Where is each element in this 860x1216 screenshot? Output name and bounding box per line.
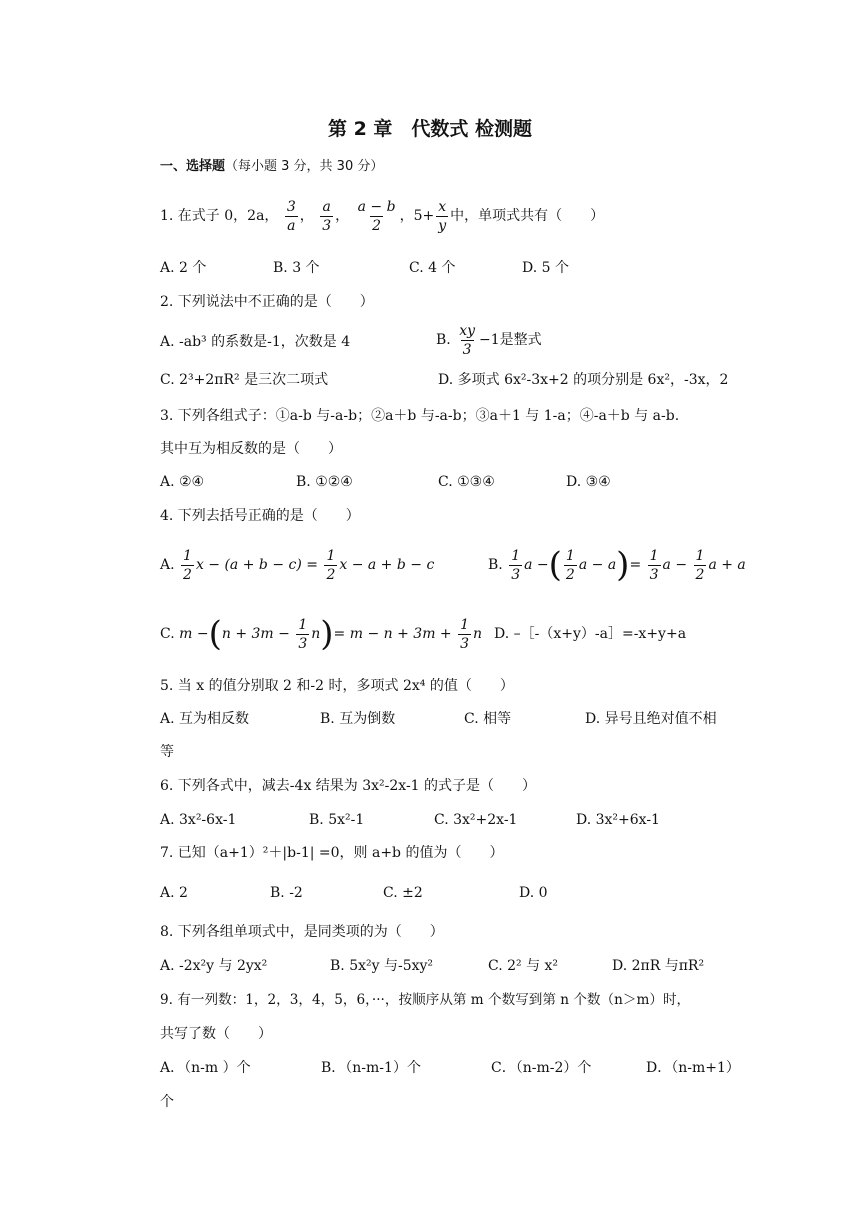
q7-option-b: B. -2 (270, 885, 303, 901)
den: 3 (322, 217, 332, 234)
num: 1 (460, 616, 470, 633)
q4-b-expr: a − a (578, 557, 617, 573)
question-5-stem: 5. 当 x 的值分别取 2 和-2 时，多项式 2x⁴ 的值（ ） (160, 678, 514, 694)
q8-option-c: C. 2² 与 x² (488, 958, 559, 974)
num: a − b (357, 198, 396, 215)
q1-fraction-a-minus-b-over-2 (356, 198, 398, 235)
q4-option-a (160, 543, 434, 587)
q5-option-b: B. 互为倒数 (320, 711, 396, 727)
q4-option-d: D. –［-（x+y）-a］=-x+y+a (494, 626, 687, 642)
den: 3 (462, 341, 472, 358)
den: 2 (695, 566, 705, 583)
question-1-stem: 1. 在式子 0，2a， $\frac{3}{a}$ ， $\frac{a}{3}$ ， $\frac{a - b}{2}$ ，5+ $\frac{x}{y}$ 中，单项式共有（ ） (160, 198, 605, 234)
q5-option-a: A. 互为相反数 (160, 711, 250, 727)
den: 2 (372, 217, 382, 234)
q5-option-c: C. 相等 (464, 711, 512, 727)
q4-a-expr-right: x − a + b − c (339, 557, 435, 573)
q2-option-b (436, 320, 542, 360)
q4-c-expr: n (473, 626, 483, 642)
q9-option-c: C．（n-m-2）个 (491, 1060, 592, 1076)
den: 3 (511, 566, 521, 583)
q6-option-b: B. 5x²-1 (309, 812, 365, 828)
q4-b-expr: a − (524, 557, 549, 573)
q4-option-a-label: A. (160, 557, 175, 573)
q2-option-b-label: B. (436, 332, 451, 348)
q2-option-d: D. 多项式 6x²-3x+2 的项分别是 6x²，-3x，2 (438, 372, 729, 388)
question-2-options-ab (160, 320, 760, 364)
section-note: （每小题 3 分，共 30 分） (225, 159, 384, 174)
question-9-stem-cont: 共写了数（ ） (160, 1026, 272, 1042)
q8-option-b: B. 5x²y 与-5xy² (330, 958, 434, 974)
q1-prefix: 1. 在式子 0，2a， (160, 208, 279, 224)
section-heading (160, 157, 383, 177)
q7-option-c: C. ±2 (383, 885, 423, 901)
question-2-stem: 2. 下列说法中不正确的是（ ） (160, 294, 374, 310)
q3-option-d: D. ③④ (566, 474, 611, 490)
q5-option-d: D. 异号且绝对值不相 (585, 711, 717, 727)
q1-option-a: A. 2 个 (160, 260, 207, 276)
num: 1 (183, 547, 192, 564)
q4-a-expr-left: x − (a + b − c) = (195, 557, 318, 573)
section-label: 一、选择题 (160, 159, 226, 174)
q6-option-c: C. 3x²+2x-1 (434, 812, 518, 828)
half-fraction (564, 547, 577, 584)
q4-option-b-label: B. (488, 557, 503, 573)
question-7-stem: 7. 已知（a+1）²＋|b-1| =0，则 a+b 的值为（ ） (160, 845, 504, 861)
question-9-stem: 9. 有一列数：1，2，3，4，5，6，···，按顺序从第 m 个数写到第 n 个数（n＞m）时， (160, 992, 691, 1008)
question-4-options-cd (160, 612, 760, 660)
q1-mid: ，5+ (399, 208, 435, 224)
den: 3 (298, 635, 308, 652)
half-fraction (181, 547, 194, 584)
q7-option-d: D. 0 (519, 885, 548, 901)
question-4-stem: 4. 下列去括号正确的是（ ） (160, 508, 360, 524)
question-6-stem: 6. 下列各式中，减去-4x 结果为 3x²-2x-1 的式子是（ ） (160, 778, 537, 794)
q6-option-d: D. 3x²+6x-1 (576, 812, 660, 828)
q2-option-b-suffix: −1是整式 (479, 332, 542, 348)
q1-suffix: 中，单项式共有（ ） (450, 208, 605, 224)
num: 1 (326, 547, 336, 564)
den: a (287, 217, 296, 234)
q4-b-expr: a − (662, 557, 688, 573)
q9-option-b: B．（n-m-1）个 (321, 1060, 421, 1076)
q1-fraction-x-over-y (436, 198, 448, 235)
q2-fraction-xy-over-3 (457, 322, 477, 359)
den: y (438, 217, 447, 234)
q2-option-c: C. 2³+2πR² 是三次二项式 (160, 372, 329, 388)
num: 3 (286, 198, 296, 215)
third-fraction (509, 547, 522, 584)
q1-fraction-a-over-3 (320, 198, 333, 235)
q4-option-b: B. $\frac{1}{3}$ a −( $\frac{1}{2}$ a − a)= $\frac{1}{3}$ a − $\frac{1}{2}$ a + a (488, 545, 746, 585)
q3-option-a: A. ②④ (160, 474, 205, 490)
q1-option-d: D. 5 个 (522, 260, 569, 276)
page-title: 第 2 章 代数式 检测题 (327, 118, 533, 140)
question-3-stem-cont: 其中互为相反数的是（ ） (160, 441, 342, 457)
third-fraction (458, 616, 471, 653)
q8-option-d: D. 2πR 与πR² (612, 958, 705, 974)
question-3-stem: 3. 下列各组式子：①a-b 与-a-b；②a＋b 与-a-b；③a＋1 与 1-a；④-a＋b 与 a-b. (160, 408, 680, 424)
q3-option-b: B. ①②④ (296, 474, 353, 490)
q3-option-c: C. ①③④ (438, 474, 495, 490)
q8-option-a: A. -2x²y 与 2yx² (160, 958, 268, 974)
q1-option-c: C. 4 个 (409, 260, 456, 276)
q2-option-a: A. -ab³ 的系数是-1，次数是 4 (160, 334, 351, 350)
num: x (438, 198, 447, 215)
q7-option-a: A. 2 (160, 885, 188, 901)
q6-option-a: A. 3x²-6x-1 (160, 812, 237, 828)
num: a (322, 198, 331, 215)
q4-c-expr: n (311, 626, 321, 642)
den: 3 (460, 635, 470, 652)
den: 2 (326, 566, 336, 583)
den: 3 (649, 566, 659, 583)
q4-b-expr: = (629, 557, 642, 573)
den: 2 (565, 566, 575, 583)
question-8-stem: 8. 下列各组单项式中，是同类项的为（ ） (160, 924, 444, 940)
third-fraction (648, 547, 661, 584)
half-fraction (694, 547, 707, 584)
q4-c-expr: = m − n + 3m + (333, 626, 452, 642)
q4-option-c-label: C. (160, 626, 175, 642)
question-4-options-ab (160, 543, 760, 591)
num: 1 (298, 616, 308, 633)
q4-c-expr: n + 3m − (221, 626, 290, 642)
q1-fraction-3-over-a (285, 198, 298, 235)
num: xy (459, 322, 476, 339)
half-fraction (324, 547, 337, 584)
q4-b-expr: a + a (708, 557, 746, 573)
q4-c-expr: m − (179, 626, 209, 642)
q1-option-b: B. 3 个 (273, 260, 320, 276)
num: 1 (511, 547, 521, 564)
question-5-wrap: 等 (160, 744, 174, 760)
num: 1 (695, 547, 705, 564)
q4-option-c: C. m −(n + 3m − $\frac{1}{3}$ n)= m − n + 3m + $\frac{1}{3}$ n (160, 614, 483, 654)
q9-option-d: D．（n-m+1） (646, 1060, 740, 1076)
q9-option-a: A．（n-m ）个 (160, 1060, 251, 1076)
question-9-wrap: 个 (160, 1094, 174, 1110)
num: 1 (649, 547, 659, 564)
third-fraction (296, 616, 309, 653)
num: 1 (565, 547, 575, 564)
den: 2 (183, 566, 192, 583)
